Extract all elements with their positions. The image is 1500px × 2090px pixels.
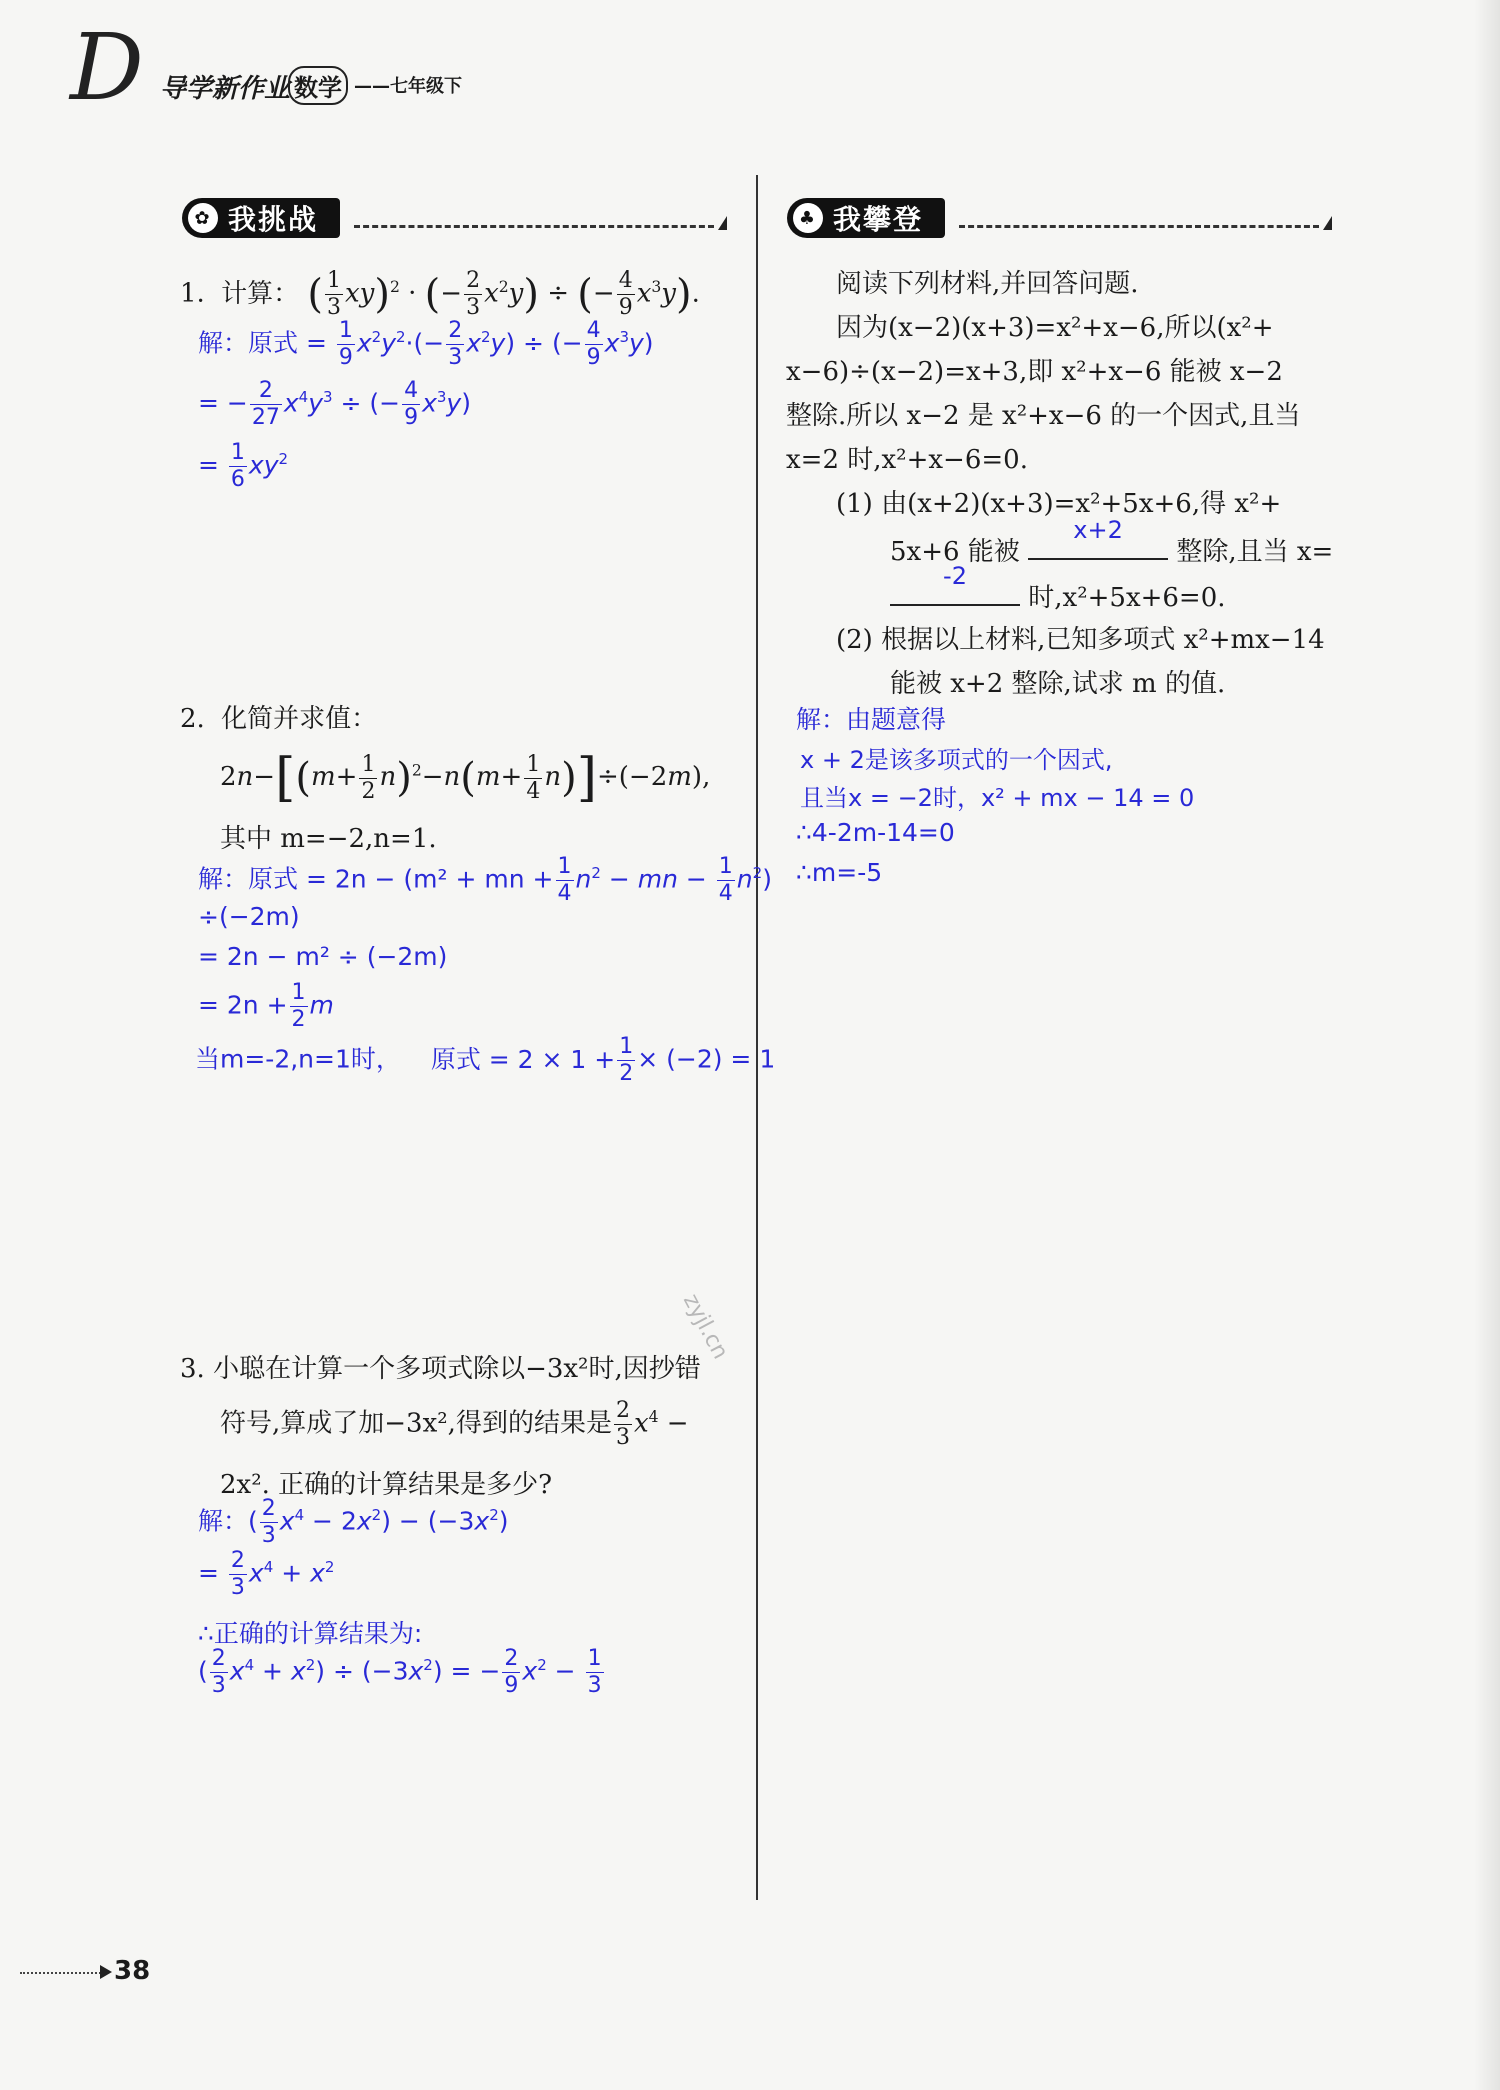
section-header-challenge bbox=[182, 196, 727, 240]
q2-answer-line3: = 2n − m² ÷ (−2m) bbox=[198, 942, 448, 971]
sub2-line2: 能被 x+2 整除,试求 m 的值. bbox=[890, 669, 1226, 699]
section-title: 我挑战 bbox=[228, 203, 319, 236]
q2-problem bbox=[180, 698, 377, 735]
q1-answer-line2: = − $\frac{2}{27}$ $x^4y^3$ ÷ (− $\frac{4}{9}$ $x^3y$) bbox=[198, 378, 471, 430]
fill-blank-divisor-answer: x+2 bbox=[1073, 516, 1123, 544]
q3-answer-prefix: 解：( bbox=[198, 1506, 258, 1536]
section-pill bbox=[182, 198, 340, 238]
q3-answer-line1: 解：( $\frac{2}{3}$ $x^4 - 2x^2) - (-3x^2)$ bbox=[198, 1496, 509, 1548]
header-series: 导学新作业 bbox=[160, 74, 291, 104]
q2-step4-prefix: = 2n + bbox=[198, 990, 288, 1020]
sub1-line3-suffix: 时,x²+5x+6=0. bbox=[1028, 583, 1226, 613]
q2-condition: 其中 m=−2,n=1. bbox=[220, 824, 437, 854]
section-title: 我攀登 bbox=[833, 203, 924, 236]
corner-arrow-icon bbox=[1323, 216, 1332, 230]
header-logo-letter: D bbox=[70, 14, 144, 121]
header-grade: ——七年级下 bbox=[354, 76, 462, 97]
q3-line2: 符号,算成了加−3x²,得到的结果是 $\frac{2}{3}$ $x^4$ − bbox=[220, 1398, 689, 1450]
reading-p1: 因为(x−2)(x+3)=x²+x−6,所以(x²+ bbox=[836, 313, 1274, 343]
section-header-climb bbox=[787, 196, 1332, 240]
sub1-line2-suffix: 整除,且当 x= bbox=[1176, 537, 1334, 567]
q2-answer-line1: 解：原式 = 2n − (m² + mn + $\frac{1}{4}$ $n^2$ − mn − $\frac{1}{4}$ $n^2$) bbox=[198, 854, 772, 906]
q1-answer-line3: = $\frac{1}{6}$ $xy^2$ bbox=[198, 440, 289, 492]
q1-answer-prefix: 解：原式 = bbox=[198, 328, 327, 358]
dashed-rule bbox=[959, 225, 1319, 228]
q2-answer-line4: = 2n + $\frac{1}{2}$ m bbox=[198, 980, 334, 1032]
q3-answer-line2: = $\frac{2}{3}$ $x^4 + x^2$ bbox=[198, 1548, 335, 1600]
fill-blank-value[interactable] bbox=[890, 562, 1020, 606]
q1-problem: 1. 计算： ( $\frac{1}{3}$ xy)$^2$ · (− $\frac{2}{3}$ $x^2y$) ÷ (− $\frac{4}{9}$ $x^3y$). bbox=[180, 268, 700, 320]
q3-line1: 3. 小聪在计算一个多项式除以−3x²时,因抄错 bbox=[180, 1354, 701, 1384]
q2-evaluate-result: × (−2) = 1 bbox=[637, 1044, 776, 1074]
dashed-rule bbox=[354, 225, 714, 228]
q2-label: 化简并求值： bbox=[221, 704, 378, 734]
sub2-line1: (2) 根据以上材料,已知多项式 x²+mx−14 bbox=[836, 625, 1325, 655]
q2-evaluate-condition: 当m=-2,n=1时， bbox=[195, 1044, 401, 1074]
q2-answer-line5: 当m=-2,n=1时， 原式 = 2 × 1 + $\frac{1}{2}$ × (−2) = 1 bbox=[195, 1034, 776, 1086]
q2-number: 2. bbox=[180, 704, 205, 734]
reading-p3: 整除.所以 x−2 是 x²+x−6 的一个因式,且当 bbox=[786, 401, 1301, 431]
sub1-line2-prefix: 5x+6 能被 bbox=[890, 537, 1020, 567]
q3-answer-line3: ∴正确的计算结果为: bbox=[198, 1619, 423, 1648]
page-number: 38 bbox=[114, 1956, 151, 1986]
reading-p2: x−6)÷(x−2)=x+3,即 x²+x−6 能被 x−2 bbox=[786, 357, 1283, 387]
sub1-line1: (1) 由(x+2)(x+3)=x²+5x+6,得 x²+ bbox=[836, 489, 1282, 519]
sub2-answer-line3: 且当x = −2时，x² + mx − 14 = 0 bbox=[800, 784, 1195, 812]
plant-icon: ♣ bbox=[793, 203, 823, 233]
flower-icon: ✿ bbox=[188, 203, 218, 233]
q2-evaluate-prefix: 原式 = 2 × 1 + bbox=[430, 1044, 616, 1074]
fill-blank-divisor[interactable] bbox=[1028, 516, 1168, 560]
reading-p4: x=2 时,x²+x−6=0. bbox=[786, 445, 1028, 475]
q2-expression: 2n−[(m+ $\frac{1}{2}$ n)$^2$−n(m+ $\frac{1}{4}$ n)]÷(−2m), bbox=[220, 748, 711, 808]
section-pill bbox=[787, 198, 945, 238]
page-edge-shadow bbox=[1474, 0, 1500, 2090]
q1-answer-line1: 解：原式 = $\frac{1}{9}$ $x^2y^2\cdot(-$ $\frac{2}{3}$ $x^2y$) ÷ (− $\frac{4}{9}$ $x^3y$) bbox=[198, 318, 654, 370]
q2-answer-prefix: 解：原式 = 2n − (m² + mn + bbox=[198, 864, 554, 894]
watermark: zyjl.cn bbox=[677, 1290, 733, 1364]
fill-blank-value-answer: -2 bbox=[943, 562, 967, 590]
sub2-answer-line1: 解：由题意得 bbox=[796, 705, 947, 734]
q1-step2-prefix: = − bbox=[198, 388, 248, 418]
q1-number: 1. bbox=[180, 278, 205, 309]
sub2-answer-line5: ∴m=-5 bbox=[796, 858, 883, 887]
q1-step3-prefix: = bbox=[198, 450, 219, 480]
corner-arrow-icon bbox=[718, 216, 727, 230]
q3-line2-text: 符号,算成了加−3x²,得到的结果是 bbox=[220, 1408, 612, 1439]
sub1-line3 bbox=[890, 562, 1226, 620]
arrow-right-icon bbox=[100, 1965, 112, 1979]
q3-answer-line4: ( $\frac{2}{3}$ $x^4 + x^2) \div (-3x^2)$ = − $\frac{2}{9}$ $x^2$ − $\frac{1}{3}$ bbox=[198, 1646, 602, 1698]
page-number-leader bbox=[20, 1972, 108, 1974]
header-subject: 数学 bbox=[288, 66, 348, 105]
sub2-answer-line2: x + 2是该多项式的一个因式, bbox=[800, 746, 1113, 774]
q1-label: 计算： bbox=[221, 278, 300, 309]
reading-intro: 阅读下列材料,并回答问题. bbox=[836, 269, 1139, 299]
q2-answer-line2: ÷(−2m) bbox=[198, 902, 300, 931]
q3-line3: 2x². 正确的计算结果是多少? bbox=[220, 1470, 553, 1500]
sub2-answer-line4: ∴4-2m-14=0 bbox=[796, 818, 955, 847]
